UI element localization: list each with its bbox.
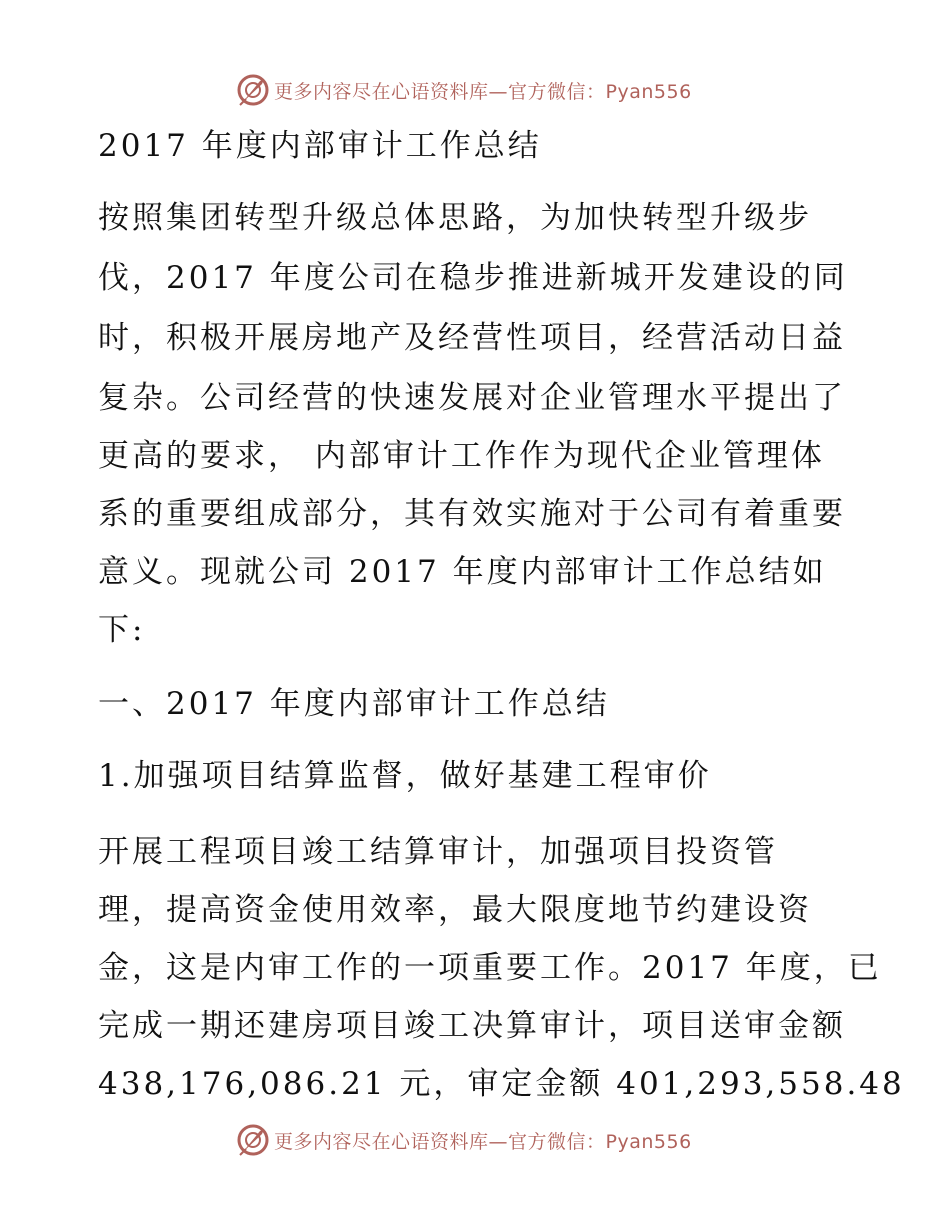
section-heading: 一、2017 年度内部审计工作总结 xyxy=(98,686,610,722)
header-watermark xyxy=(236,70,756,110)
subsection-heading: 1.加强项目结算监督，做好基建工程审价 xyxy=(98,758,712,794)
body-line-5: 438,176,086.21 元，审定金额 401,293,558.48 xyxy=(98,1066,905,1102)
body-line-3: 金，这是内审工作的一项重要工作。2017 年度，已 xyxy=(98,950,882,986)
intro-line-3: 时，积极开展房地产及经营性项目，经营活动日益 xyxy=(98,320,846,356)
quill-seal-icon xyxy=(236,1123,270,1157)
watermark-text: 更多内容尽在心语资料库—官方微信：Pyan556 xyxy=(274,80,692,103)
intro-line-7: 意义。现就公司 2017 年度内部审计工作总结如 xyxy=(98,554,827,590)
intro-line-4: 复杂。公司经营的快速发展对企业管理水平提出了 xyxy=(98,380,846,416)
intro-line-2: 伐，2017 年度公司在稳步推进新城开发建设的同 xyxy=(98,260,848,296)
document-title: 2017 年度内部审计工作总结 xyxy=(98,128,542,164)
body-line-1: 开展工程项目竣工结算审计，加强项目投资管 xyxy=(98,834,778,870)
intro-line-1: 按照集团转型升级总体思路，为加快转型升级步 xyxy=(98,200,812,236)
intro-line-8: 下: xyxy=(98,612,146,648)
intro-line-5: 更高的要求， 内部审计工作作为现代企业管理体 xyxy=(98,438,825,474)
body-line-4: 完成一期还建房项目竣工决算审计，项目送审金额 xyxy=(98,1008,846,1044)
intro-line-6: 系的重要组成部分，其有效实施对于公司有着重要 xyxy=(98,496,846,532)
quill-seal-icon xyxy=(236,73,270,107)
body-line-2: 理，提高资金使用效率，最大限度地节约建设资 xyxy=(98,892,812,928)
watermark-text: 更多内容尽在心语资料库—官方微信：Pyan556 xyxy=(274,1130,692,1153)
footer-watermark xyxy=(236,1120,756,1160)
